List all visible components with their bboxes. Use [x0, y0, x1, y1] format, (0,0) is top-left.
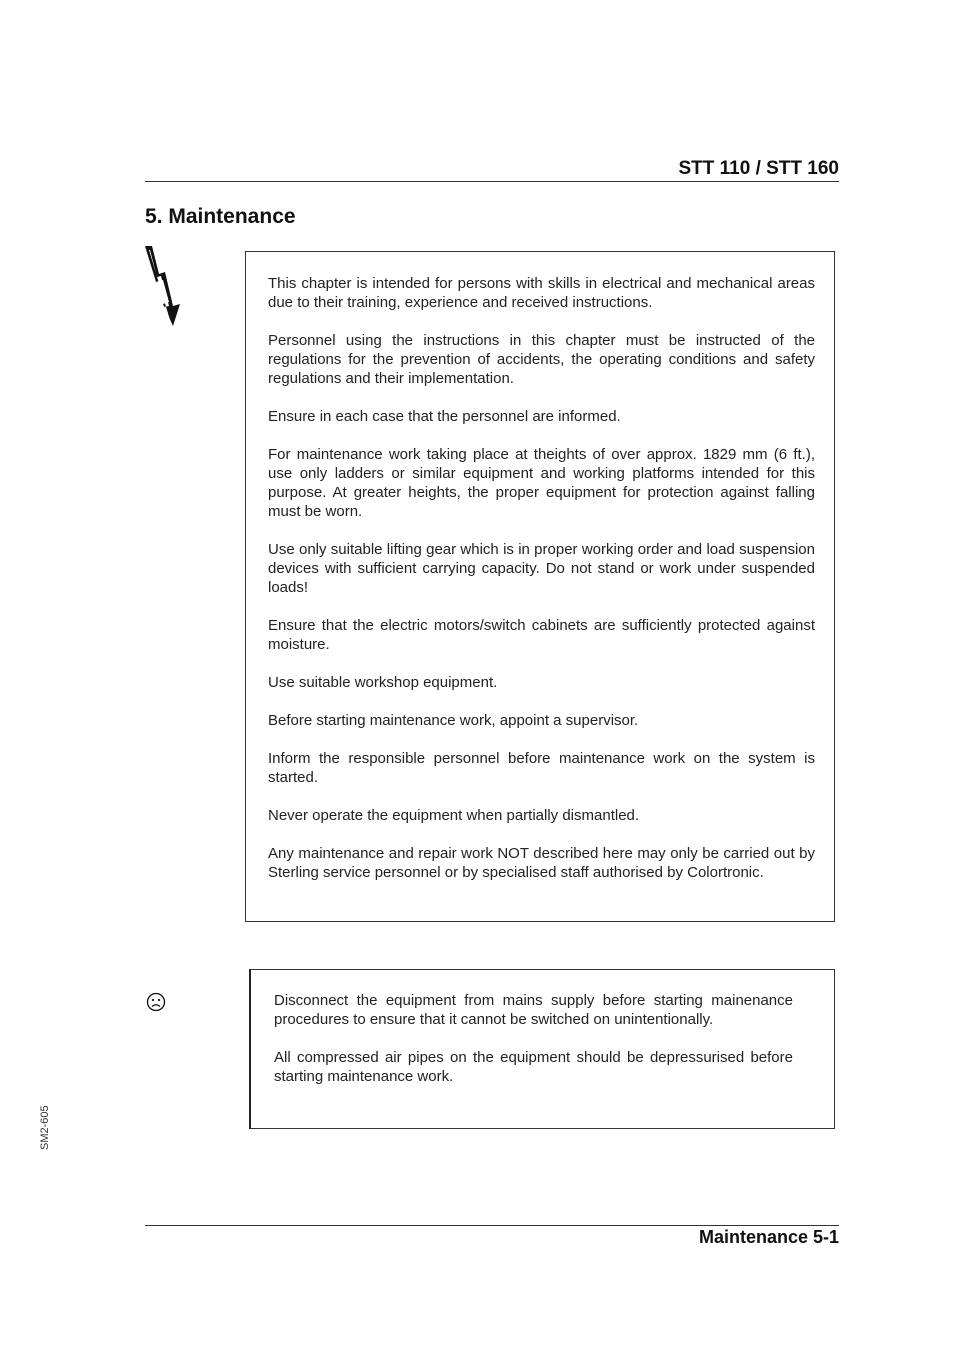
- caution-notice-box: [249, 969, 835, 1129]
- safety-paragraph: Never operate the equipment when partially dismantled.: [268, 807, 640, 824]
- section-heading: 5. Maintenance: [145, 205, 296, 228]
- document-title: STT 110 / STT 160: [678, 158, 839, 179]
- safety-paragraph: This chapter is intended for persons with skills in electrical and mechanical areas due to their training, experience and received instructions.: [268, 275, 815, 311]
- electric-shock-bolt-icon: [143, 244, 187, 330]
- safety-paragraph: Ensure in each case that the personnel are informed.: [268, 408, 621, 425]
- safety-paragraph: For maintenance work taking place at theights of over approx. 1829 mm (6 ft.), use only ladders or similar equipment and working platforms intended for this purpose. At greater heights, the proper equipment for protection against falling must be worn.: [268, 446, 815, 520]
- sad-face-icon: [146, 992, 166, 1012]
- caution-paragraph: All compressed air pipes on the equipment should be depressurised before starting maintenance work.: [274, 1049, 793, 1085]
- safety-paragraph: Ensure that the electric motors/switch cabinets are sufficiently protected against moisture.: [268, 617, 815, 653]
- safety-paragraph: Inform the responsible personnel before maintenance work on the system is started.: [268, 750, 815, 786]
- safety-paragraph: Use suitable workshop equipment.: [268, 674, 498, 691]
- caution-paragraph: Disconnect the equipment from mains supply before starting mainenance procedures to ensure that it cannot be switched on unintentionally.: [274, 992, 793, 1028]
- safety-paragraph: Use only suitable lifting gear which is in proper working order and load suspension devices with sufficient carrying capacity. Do not stand or work under suspended loads!: [268, 541, 815, 596]
- header-divider: [145, 181, 839, 182]
- page-footer-title: Maintenance 5-1: [698, 1227, 839, 1247]
- safety-paragraph: Before starting maintenance work, appoint a supervisor.: [268, 712, 639, 729]
- safety-paragraph: Personnel using the instructions in this chapter must be instructed of the regulations for the prevention of accidents, the operating conditions and safety regulations and their implementation.: [268, 332, 815, 387]
- document-code: SM2-605: [39, 1105, 51, 1150]
- safety-notice-box: [245, 251, 835, 922]
- safety-paragraph: Any maintenance and repair work NOT described here may only be carried out by Sterling service personnel or by specialised staff authorised by Colortronic.: [268, 845, 815, 881]
